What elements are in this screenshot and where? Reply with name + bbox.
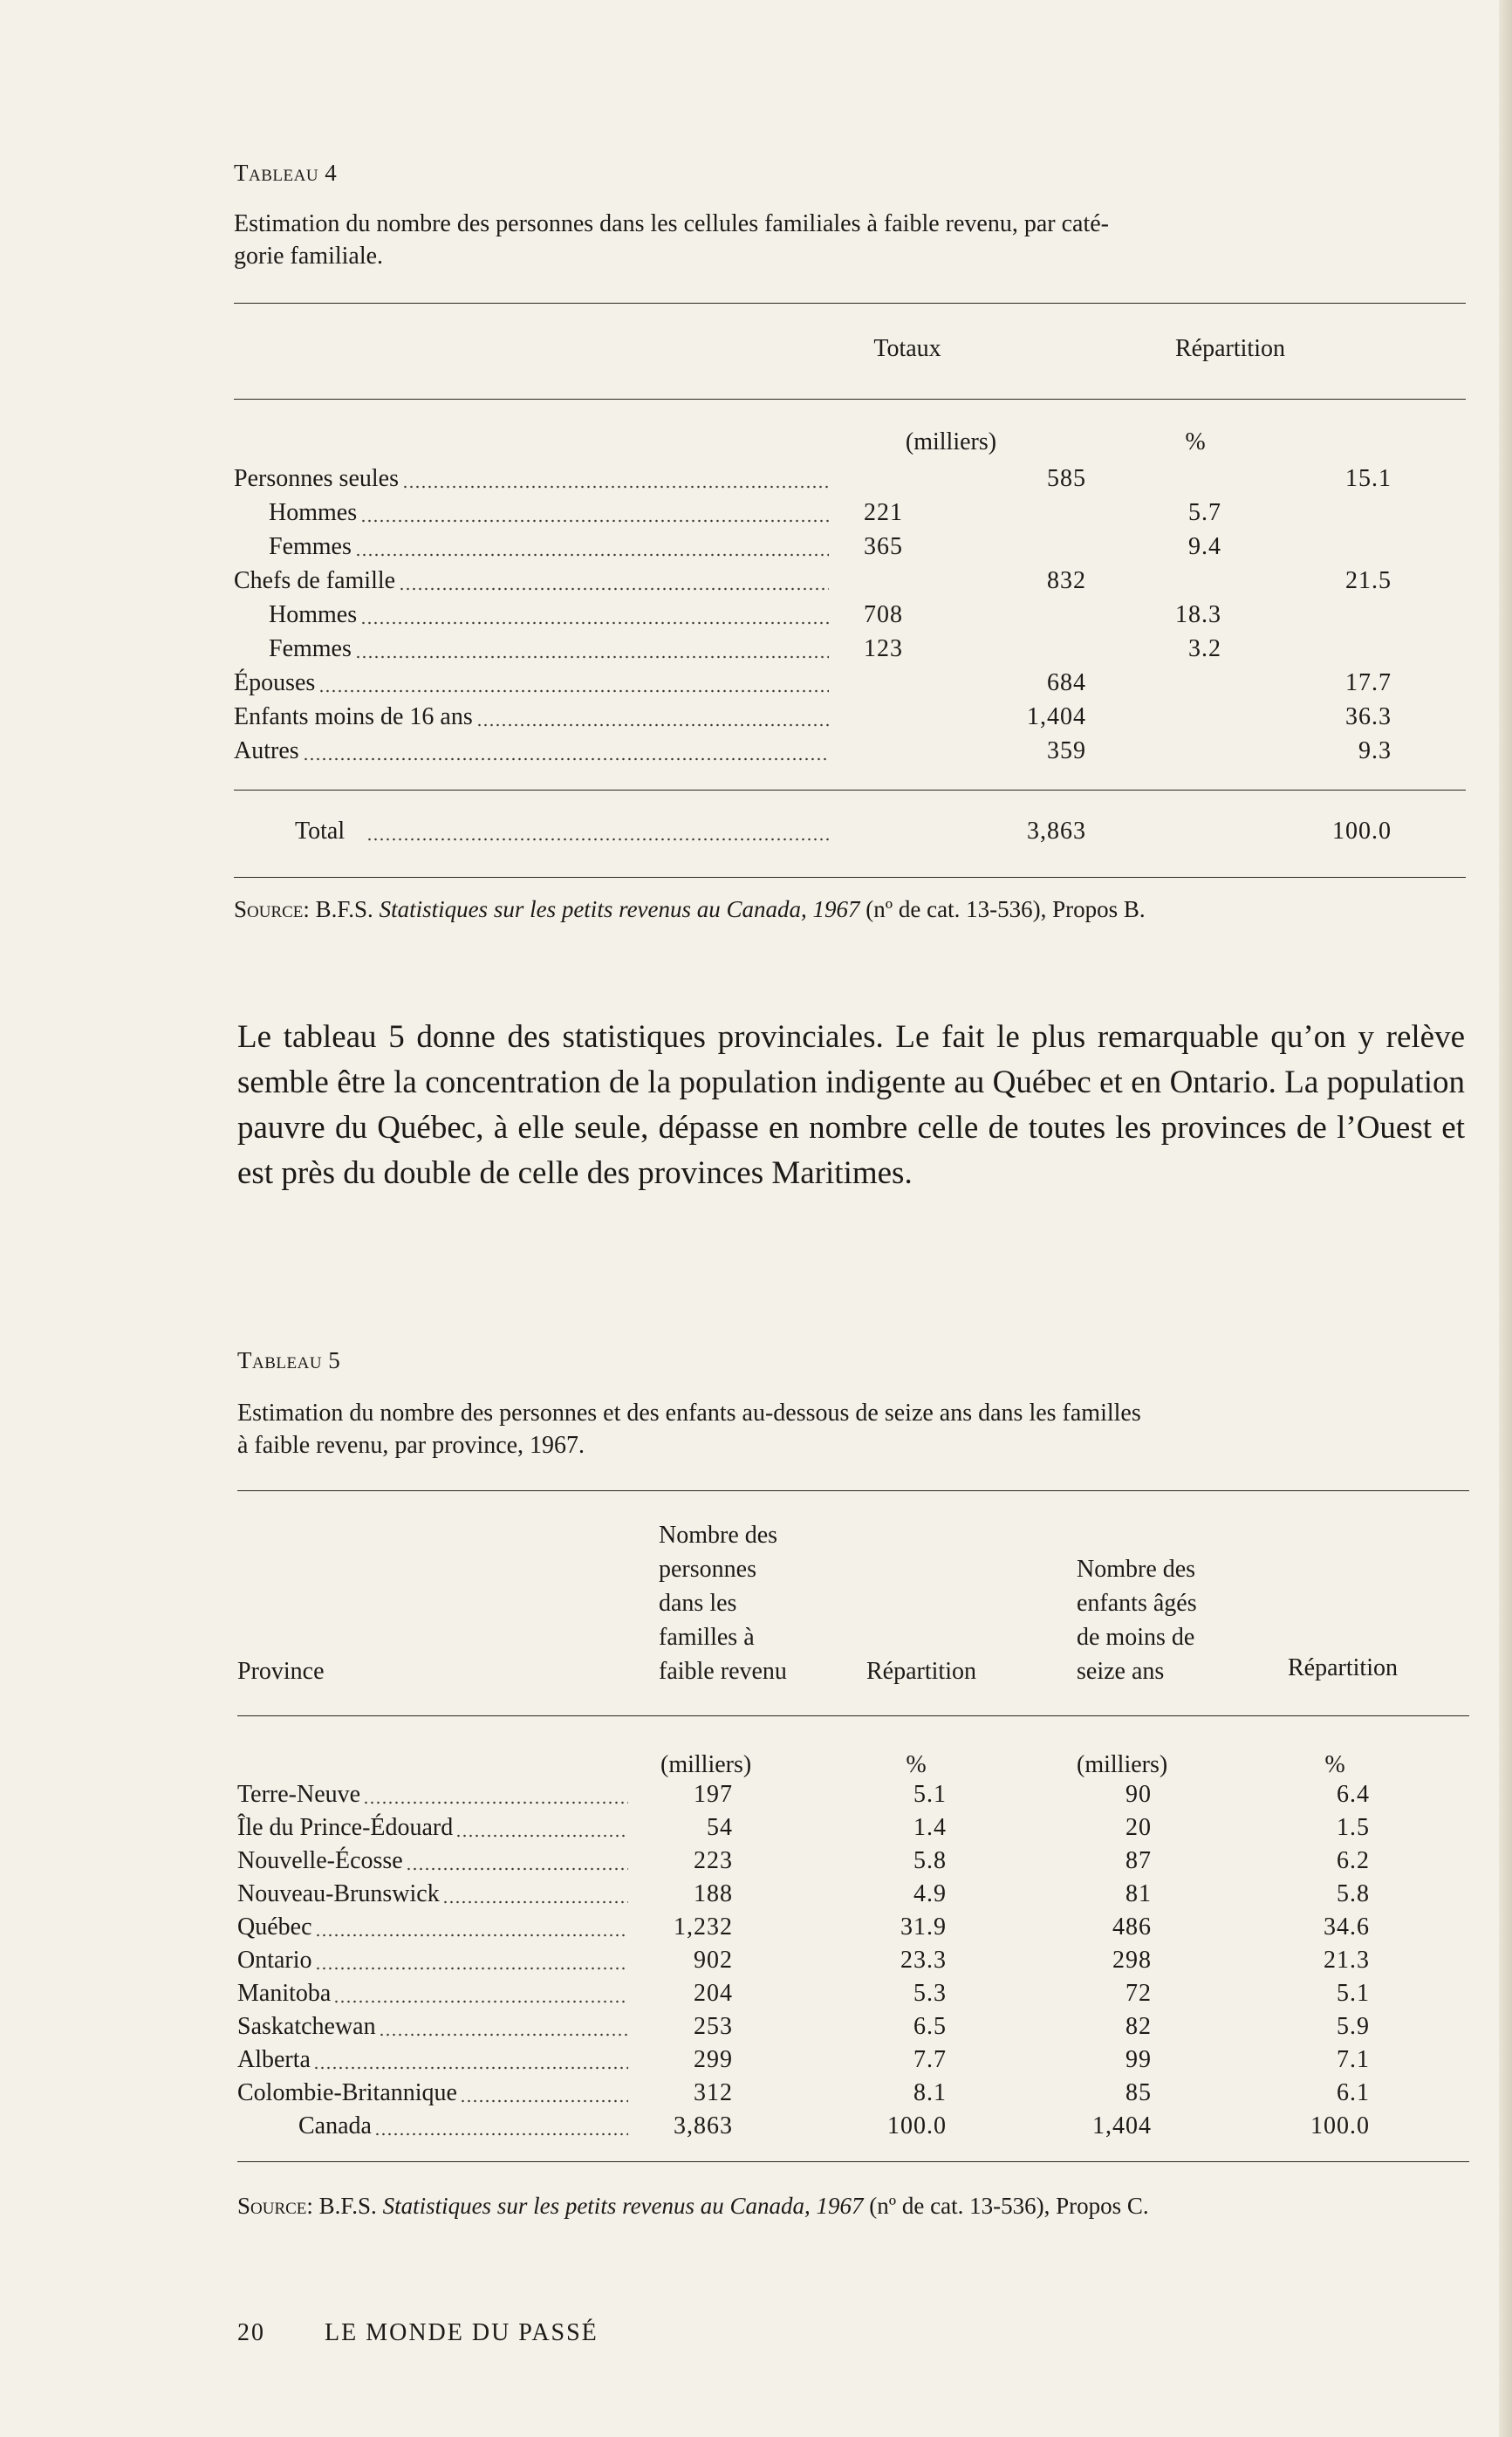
- tableau4-source-pre: B.F.S.: [309, 896, 380, 922]
- tableau4-total-label: Total: [295, 818, 346, 845]
- page-edge: [1499, 0, 1512, 2437]
- tableau5-label: Tableau 5: [237, 1347, 341, 1373]
- tableau4-header-rule: [234, 399, 1466, 400]
- tableau5-unit-rep1: %: [906, 1751, 927, 1778]
- tableau5-row-rep1: 1.4: [913, 1814, 947, 1841]
- tableau4-row-pct: 17.7: [1345, 669, 1392, 696]
- tableau4-row-subpct: 5.7: [1188, 499, 1221, 526]
- tableau4-row-subtotal: 123: [864, 635, 903, 662]
- tableau5-row-enfants: 20: [1125, 1814, 1152, 1841]
- tableau4-total-leader: [366, 837, 829, 842]
- tableau5-row-enfants: 298: [1112, 1947, 1152, 1974]
- tableau4-row-total: 585: [1047, 465, 1086, 492]
- tableau5-col-personnes-line: dans les: [659, 1590, 737, 1617]
- tableau5-row-enfants: 1,404: [1092, 2112, 1152, 2139]
- tableau5-row-rep2: 5.9: [1337, 2013, 1370, 2040]
- tableau5-row-enfants: 99: [1125, 2046, 1152, 2073]
- tableau5-row-personnes: 1,232: [674, 1913, 733, 1941]
- tableau5-row-personnes: 902: [694, 1947, 733, 1974]
- tableau5-row-province: Nouvelle-Écosse: [237, 1847, 403, 1874]
- tableau4-end-rule: [234, 877, 1466, 878]
- tableau4-row-label: Femmes: [269, 635, 352, 662]
- tableau5-unit-personnes: (milliers): [660, 1751, 752, 1778]
- tableau5-row-personnes: 223: [694, 1847, 733, 1874]
- tableau4-source-post: (nº de cat. 13-536), Propos B.: [859, 896, 1146, 922]
- tableau5-row-rep2: 7.1: [1337, 2046, 1370, 2073]
- tableau5-col-province: Province: [237, 1658, 325, 1685]
- tableau5-row-personnes: 3,863: [674, 2112, 733, 2139]
- tableau4-row-pct: 15.1: [1345, 465, 1392, 492]
- tableau4-label: Tableau 4: [234, 160, 338, 186]
- tableau5-row-personnes: 188: [694, 1880, 733, 1907]
- tableau4-row-leader: [318, 688, 829, 694]
- tableau5-row-leader: [315, 1966, 628, 1971]
- tableau4-row-subtotal: 365: [864, 533, 903, 560]
- tableau4-total-value: 3,863: [1027, 818, 1086, 845]
- tableau4-row-total: 1,404: [1027, 703, 1086, 730]
- tableau5-row-enfants: 486: [1112, 1913, 1152, 1941]
- tableau5-row-enfants: 72: [1125, 1980, 1152, 2007]
- tableau5-header-rule: [237, 1715, 1469, 1716]
- tableau5-col-personnes-line: faible revenu: [659, 1658, 787, 1685]
- tableau5-row-enfants: 85: [1125, 2079, 1152, 2106]
- tableau5-row-rep1: 4.9: [913, 1880, 947, 1907]
- tableau5-row-rep2: 34.6: [1324, 1913, 1370, 1941]
- tableau5-row-province: Île du Prince-Édouard: [237, 1814, 454, 1841]
- tableau4-row-total: 359: [1047, 737, 1086, 764]
- tableau5-row-rep2: 1.5: [1337, 1814, 1370, 1841]
- tableau4-row-total: 684: [1047, 669, 1086, 696]
- tableau5-row-rep2: 5.1: [1337, 1980, 1370, 2007]
- tableau5-row-leader: [374, 2132, 628, 2137]
- tableau5-row-leader: [379, 2032, 628, 2037]
- tableau4-row-pct: 36.3: [1345, 703, 1392, 730]
- tableau5-source-post: (nº de cat. 13-536), Propos C.: [863, 2193, 1149, 2219]
- tableau4-row-pct: 9.3: [1358, 737, 1392, 764]
- tableau5-row-rep1: 5.3: [913, 1980, 947, 2007]
- tableau5-row-rep2: 21.3: [1324, 1947, 1370, 1974]
- tableau5-row-leader: [315, 1933, 628, 1938]
- tableau4-row-subtotal: 221: [864, 499, 903, 526]
- tableau4-caption-line2: gorie familiale.: [234, 243, 384, 270]
- tableau5-row-leader: [313, 2065, 628, 2071]
- tableau5-row-personnes: 204: [694, 1980, 733, 2007]
- tableau4-col-totaux: Totaux: [873, 335, 941, 362]
- tableau4-unit-repartition: %: [1185, 428, 1206, 455]
- tableau4-total-pct: 100.0: [1332, 818, 1392, 845]
- tableau4-row-label: Femmes: [269, 533, 352, 560]
- tableau5-row-province: Colombie-Britannique: [237, 2079, 457, 2106]
- tableau5-caption-line2: à faible revenu, par province, 1967.: [237, 1432, 585, 1459]
- tableau5-row-rep1: 8.1: [913, 2079, 947, 2106]
- tableau5-row-personnes: 253: [694, 2013, 733, 2040]
- tableau4-row-label: Personnes seules: [234, 465, 399, 492]
- tableau4-unit-totaux: (milliers): [905, 428, 997, 455]
- tableau4-col-repartition: Répartition: [1175, 335, 1285, 362]
- tableau5-col-enfants-line: de moins de: [1077, 1624, 1195, 1651]
- tableau5-row-rep1: 5.1: [913, 1781, 947, 1808]
- tableau4-row-subtotal: 708: [864, 601, 903, 628]
- tableau5-row-leader: [333, 1999, 628, 2004]
- tableau5-row-rep1: 5.8: [913, 1847, 947, 1874]
- tableau5-unit-rep2: %: [1324, 1751, 1345, 1778]
- tableau4-row-leader: [476, 722, 829, 728]
- tableau5-col-personnes-line: personnes: [659, 1556, 756, 1583]
- tableau5-row-rep1: 7.7: [913, 2046, 947, 2073]
- tableau5-row-province: Manitoba: [237, 1980, 332, 2007]
- tableau4-top-rule: [234, 303, 1466, 304]
- tableau5-row-province: Ontario: [237, 1947, 312, 1974]
- tableau5-row-personnes: 197: [694, 1781, 733, 1808]
- tableau5-col-repartition1: Répartition: [866, 1658, 976, 1685]
- tableau5-col-enfants-line: seize ans: [1077, 1658, 1165, 1685]
- tableau4-row-leader: [303, 756, 829, 762]
- tableau5-source-pre: B.F.S.: [312, 2193, 383, 2219]
- tableau4-caption-line1: Estimation du nombre des personnes dans les cellules familiales à faible revenu, par caté-: [234, 210, 1109, 237]
- tableau5-top-rule: [237, 1490, 1469, 1491]
- tableau5-row-rep1: 100.0: [887, 2112, 947, 2139]
- tableau5-source: [237, 2193, 1149, 2220]
- tableau5-row-province: Québec: [237, 1913, 312, 1941]
- tableau5-row-rep2: 6.2: [1337, 1847, 1370, 1874]
- tableau5-row-enfants: 90: [1125, 1781, 1152, 1808]
- tableau4-row-pct: 21.5: [1345, 567, 1392, 594]
- tableau5-row-personnes: 54: [707, 1814, 733, 1841]
- tableau5-col-enfants-line: enfants âgés: [1077, 1590, 1197, 1617]
- tableau5-row-enfants: 82: [1125, 2013, 1152, 2040]
- body-paragraph: Le tableau 5 donne des statistiques provinciales. Le fait le plus remarquable qu’on y relève semble être la concentration de la population indigente au Québec et en Ontario. La population pauvre du Québec, à elle seule, dépasse en nombre celle de toutes les provinces de l’Ouest et est près du double de celle des provinces Maritimes.: [237, 1019, 1465, 1191]
- tableau5-row-leader: [455, 1833, 628, 1838]
- tableau5-row-rep2: 6.4: [1337, 1781, 1370, 1808]
- tableau5-col-enfants-line: Nombre des: [1077, 1556, 1196, 1583]
- tableau5-row-rep2: 5.8: [1337, 1880, 1370, 1907]
- tableau5-row-rep2: 6.1: [1337, 2079, 1370, 2106]
- tableau4-source-title: Statistiques sur les petits revenus au Canada, 1967: [379, 896, 860, 922]
- tableau5-caption-line1: Estimation du nombre des personnes et des enfants au-dessous de seize ans dans les familles: [237, 1400, 1141, 1427]
- tableau4-row-label: Autres: [234, 737, 299, 764]
- tableau5-row-province: Canada: [298, 2112, 372, 2139]
- tableau4-row-leader: [355, 552, 829, 558]
- tableau5-row-leader: [406, 1866, 628, 1872]
- tableau4-row-label: Hommes: [269, 499, 358, 526]
- tableau5-row-personnes: 299: [694, 2046, 733, 2073]
- tableau4-row-label: Hommes: [269, 601, 358, 628]
- tableau5-row-province: Terre-Neuve: [237, 1781, 361, 1808]
- tableau4-source-label: Source:: [234, 896, 310, 922]
- tableau4-row-leader: [355, 654, 829, 660]
- page-number: 20: [237, 2319, 265, 2346]
- tableau5-bottom-rule: [237, 2161, 1469, 2162]
- tableau4-row-label: Enfants moins de 16 ans: [234, 703, 473, 730]
- tableau5-row-leader: [442, 1900, 628, 1905]
- tableau5-row-enfants: 87: [1125, 1847, 1152, 1874]
- tableau5-row-rep1: 23.3: [900, 1947, 947, 1974]
- tableau5-unit-enfants: (milliers): [1077, 1751, 1168, 1778]
- tableau4-row-leader: [399, 586, 829, 592]
- tableau4-row-subpct: 9.4: [1188, 533, 1221, 560]
- running-title: LE MONDE DU PASSÉ: [325, 2319, 599, 2346]
- tableau4-bottom-rule: [234, 790, 1466, 791]
- tableau5-row-personnes: 312: [694, 2079, 733, 2106]
- tableau4-row-leader: [360, 620, 829, 626]
- tableau4-row-total: 832: [1047, 567, 1086, 594]
- tableau5-row-province: Nouveau-Brunswick: [237, 1880, 440, 1907]
- tableau5-row-province: Saskatchewan: [237, 2013, 376, 2040]
- tableau5-row-province: Alberta: [237, 2046, 311, 2073]
- tableau5-col-personnes-line: Nombre des: [659, 1522, 778, 1549]
- tableau5-source-label: Source:: [237, 2193, 313, 2219]
- tableau5-row-rep2: 100.0: [1310, 2112, 1370, 2139]
- tableau5-col-personnes-line: familles à: [659, 1624, 755, 1651]
- tableau5-col-repartition2: Répartition: [1288, 1654, 1398, 1681]
- tableau4-row-leader: [402, 484, 829, 489]
- tableau5-source-title: Statistiques sur les petits revenus au Canada, 1967: [382, 2193, 864, 2219]
- tableau4-row-label: Chefs de famille: [234, 567, 396, 594]
- tableau5-row-leader: [460, 2098, 628, 2104]
- tableau5-row-rep1: 6.5: [913, 2013, 947, 2040]
- tableau5-row-rep1: 31.9: [900, 1913, 947, 1941]
- tableau4-source: [234, 896, 1146, 923]
- tableau5-row-enfants: 81: [1125, 1880, 1152, 1907]
- tableau4-row-label: Épouses: [234, 669, 316, 696]
- tableau5-row-leader: [363, 1800, 628, 1805]
- tableau4-row-subpct: 3.2: [1188, 635, 1221, 662]
- tableau4-row-leader: [360, 518, 829, 524]
- tableau4-row-subpct: 18.3: [1175, 601, 1221, 628]
